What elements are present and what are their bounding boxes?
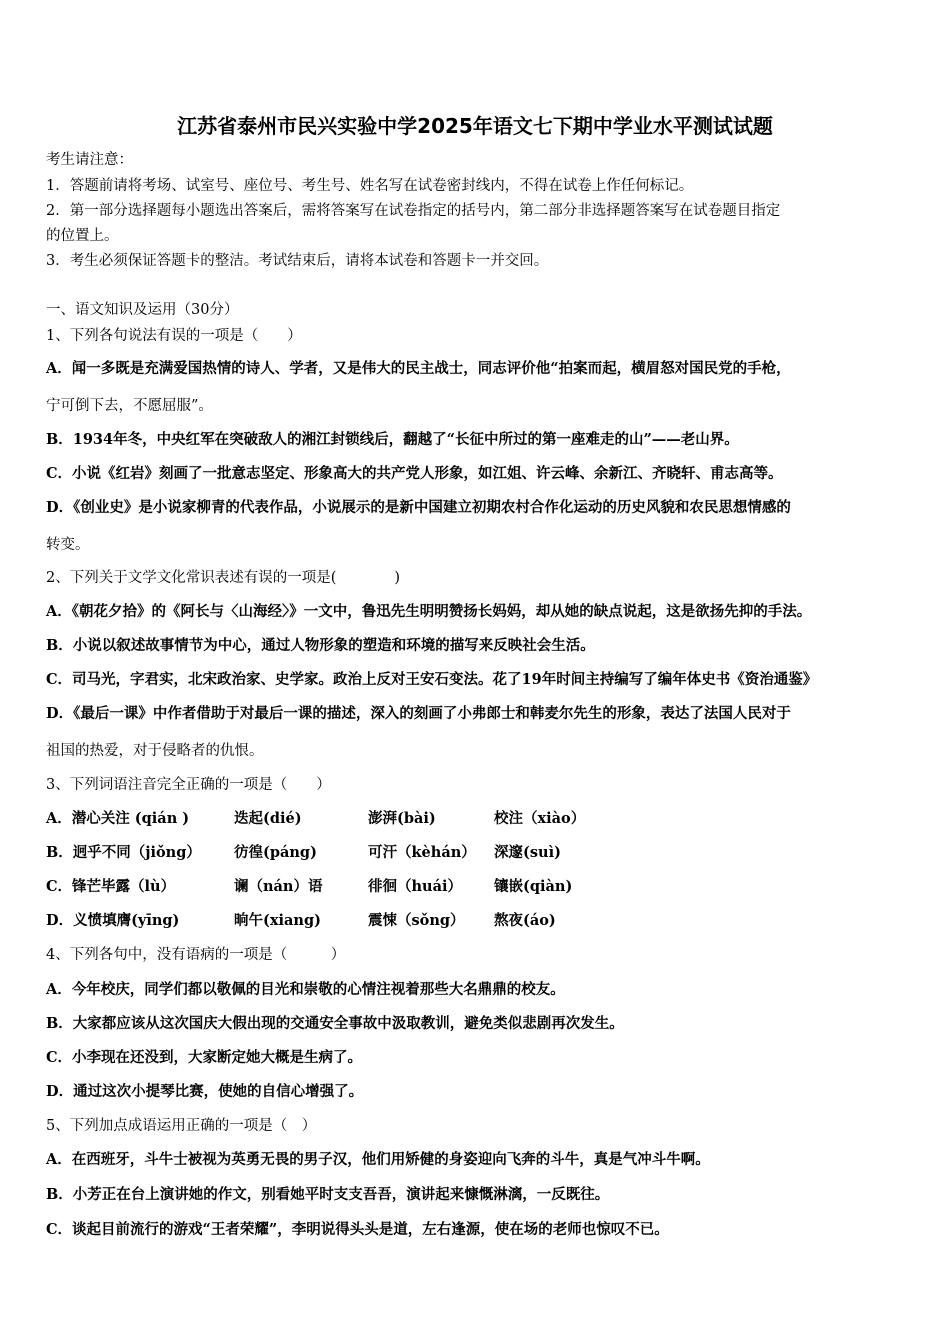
question-5-option-b: B．小芳正在台上演讲她的作文，别看她平时支支吾吾，演讲起来慷慨淋漓，一反既往。 [46,1186,610,1203]
question-4-option-d: D．通过这次小提琴比赛，使她的自信心增强了。 [46,1083,364,1100]
question-1-option-a-cont: 宁可倒下去，不愿屈服”。 [46,398,213,414]
page-title: 江苏省泰州市民兴实验中学2025年语文七下期中学业水平测试试题 [177,114,773,138]
question-1-option-d-cont: 转变。 [46,537,90,553]
section-heading: 一、语文知识及运用（30分） [46,302,239,318]
question-4-option-a: A．今年校庆，同学们都以敬佩的目光和崇敬的心情注视着那些大名鼎鼎的校友。 [46,981,565,998]
pinyin-item: C．锋芒毕露（lù） [46,878,176,895]
notice-item: 1．答题前请将考场、试室号、座位号、考生号、姓名写在试卷密封线内，不得在试卷上作任何标记。 [46,178,694,194]
pinyin-item: 徘徊（huái） [368,878,462,895]
pinyin-item: 彷徨(páng) [234,844,317,861]
pinyin-item: D．义愤填膺(yīng) [46,912,180,929]
question-4-stem: 4、下列各句中，没有语病的一项是（ ） [46,947,346,963]
question-1-option-d: D．《创业史》是小说家柳青的代表作品，小说展示的是新中国建立初期农村合作化运动的历史风貌和农民思想情感的 [46,499,791,516]
pinyin-item: 晌午(xiang) [234,912,321,929]
notice-item: 的位置上。 [46,228,119,244]
question-1-option-c: C．小说《红岩》刻画了一批意志坚定、形象高大的共产党人形象，如江姐、许云峰、余新江、齐晓轩、甫志高等。 [46,465,783,482]
pinyin-item: 迭起(dié) [234,810,302,827]
pinyin-item: 震悚（sǒng） [368,912,465,929]
question-2-stem: 2、下列关于文学文化常识表述有误的一项是( ) [46,570,401,586]
question-3-stem: 3、下列词语注音完全正确的一项是（ ） [46,777,331,793]
pinyin-item: 熬夜(áo) [494,912,556,929]
question-4-option-b: B．大家都应该从这次国庆大假出现的交通安全事故中汲取教训，避免类似悲剧再次发生。 [46,1015,624,1032]
pinyin-item: 镶嵌(qiàn) [494,878,573,895]
question-5-option-c: C．谈起目前流行的游戏“王者荣耀”，李明说得头头是道，左右逢源，使在场的老师也惊叹不已。 [46,1221,669,1238]
pinyin-item: 深邃(suì) [494,844,561,861]
notice-item: 3．考生必须保证答题卡的整洁。考试结束后，请将本试卷和答题卡一并交回。 [46,253,549,269]
pinyin-item: B．迥乎不同（jiǒng） [46,844,201,861]
question-2-option-a: A．《朝花夕拾》的《阿长与〈山海经〉》一文中，鲁迅先生明明赞扬长妈妈，却从她的缺点说起，这是欲扬先抑的手法。 [46,603,812,620]
question-2-option-c: C．司马光，字君实，北宋政治家、史学家。政治上反对王安石变法。花了19年时间主持编写了编年体史书《资治通鉴》 [46,671,818,688]
question-5-stem: 5、下列加点成语运用正确的一项是（ ） [46,1118,317,1134]
pinyin-item: 校注（xiào） [494,810,586,827]
pinyin-item: 谰（nán）语 [234,878,323,895]
question-2-option-d: D．《最后一课》中作者借助于对最后一课的描述，深入的刻画了小弗郎士和韩麦尔先生的形象，表达了法国人民对于 [46,705,791,722]
question-1-stem: 1、下列各句说法有误的一项是（ ） [46,328,302,344]
notice-heading: 考生请注意： [46,152,133,168]
question-2-option-b: B．小说以叙述故事情节为中心，通过人物形象的塑造和环境的描写来反映社会生活。 [46,637,595,654]
question-2-option-d-cont: 祖国的热爱，对于侵略者的仇恨。 [46,743,264,759]
question-4-option-c: C．小李现在还没到，大家断定她大概是生病了。 [46,1049,363,1066]
pinyin-item: 澎湃(bài) [368,810,436,827]
pinyin-item: 可汗（kèhán） [368,844,476,861]
notice-item: 2．第一部分选择题每小题选出答案后，需将答案写在试卷指定的括号内，第二部分非选择题答案写在试卷题目指定 [46,203,781,219]
question-1-option-a: A．闻一多既是充满爱国热情的诗人、学者，又是伟大的民主战士，同志评价他“拍案而起，横眉怒对国民党的手枪， [46,360,791,377]
question-5-option-a: A．在西班牙，斗牛士被视为英勇无畏的男子汉，他们用矫健的身姿迎向飞奔的斗牛，真是气冲斗牛啊。 [46,1151,710,1168]
pinyin-item: A．潜心关注 (qián ) [46,810,190,827]
question-1-option-b: B．1934年冬，中央红军在突破敌人的湘江封锁线后，翻越了“长征中所过的第一座难走的山”——老山界。 [46,431,739,448]
